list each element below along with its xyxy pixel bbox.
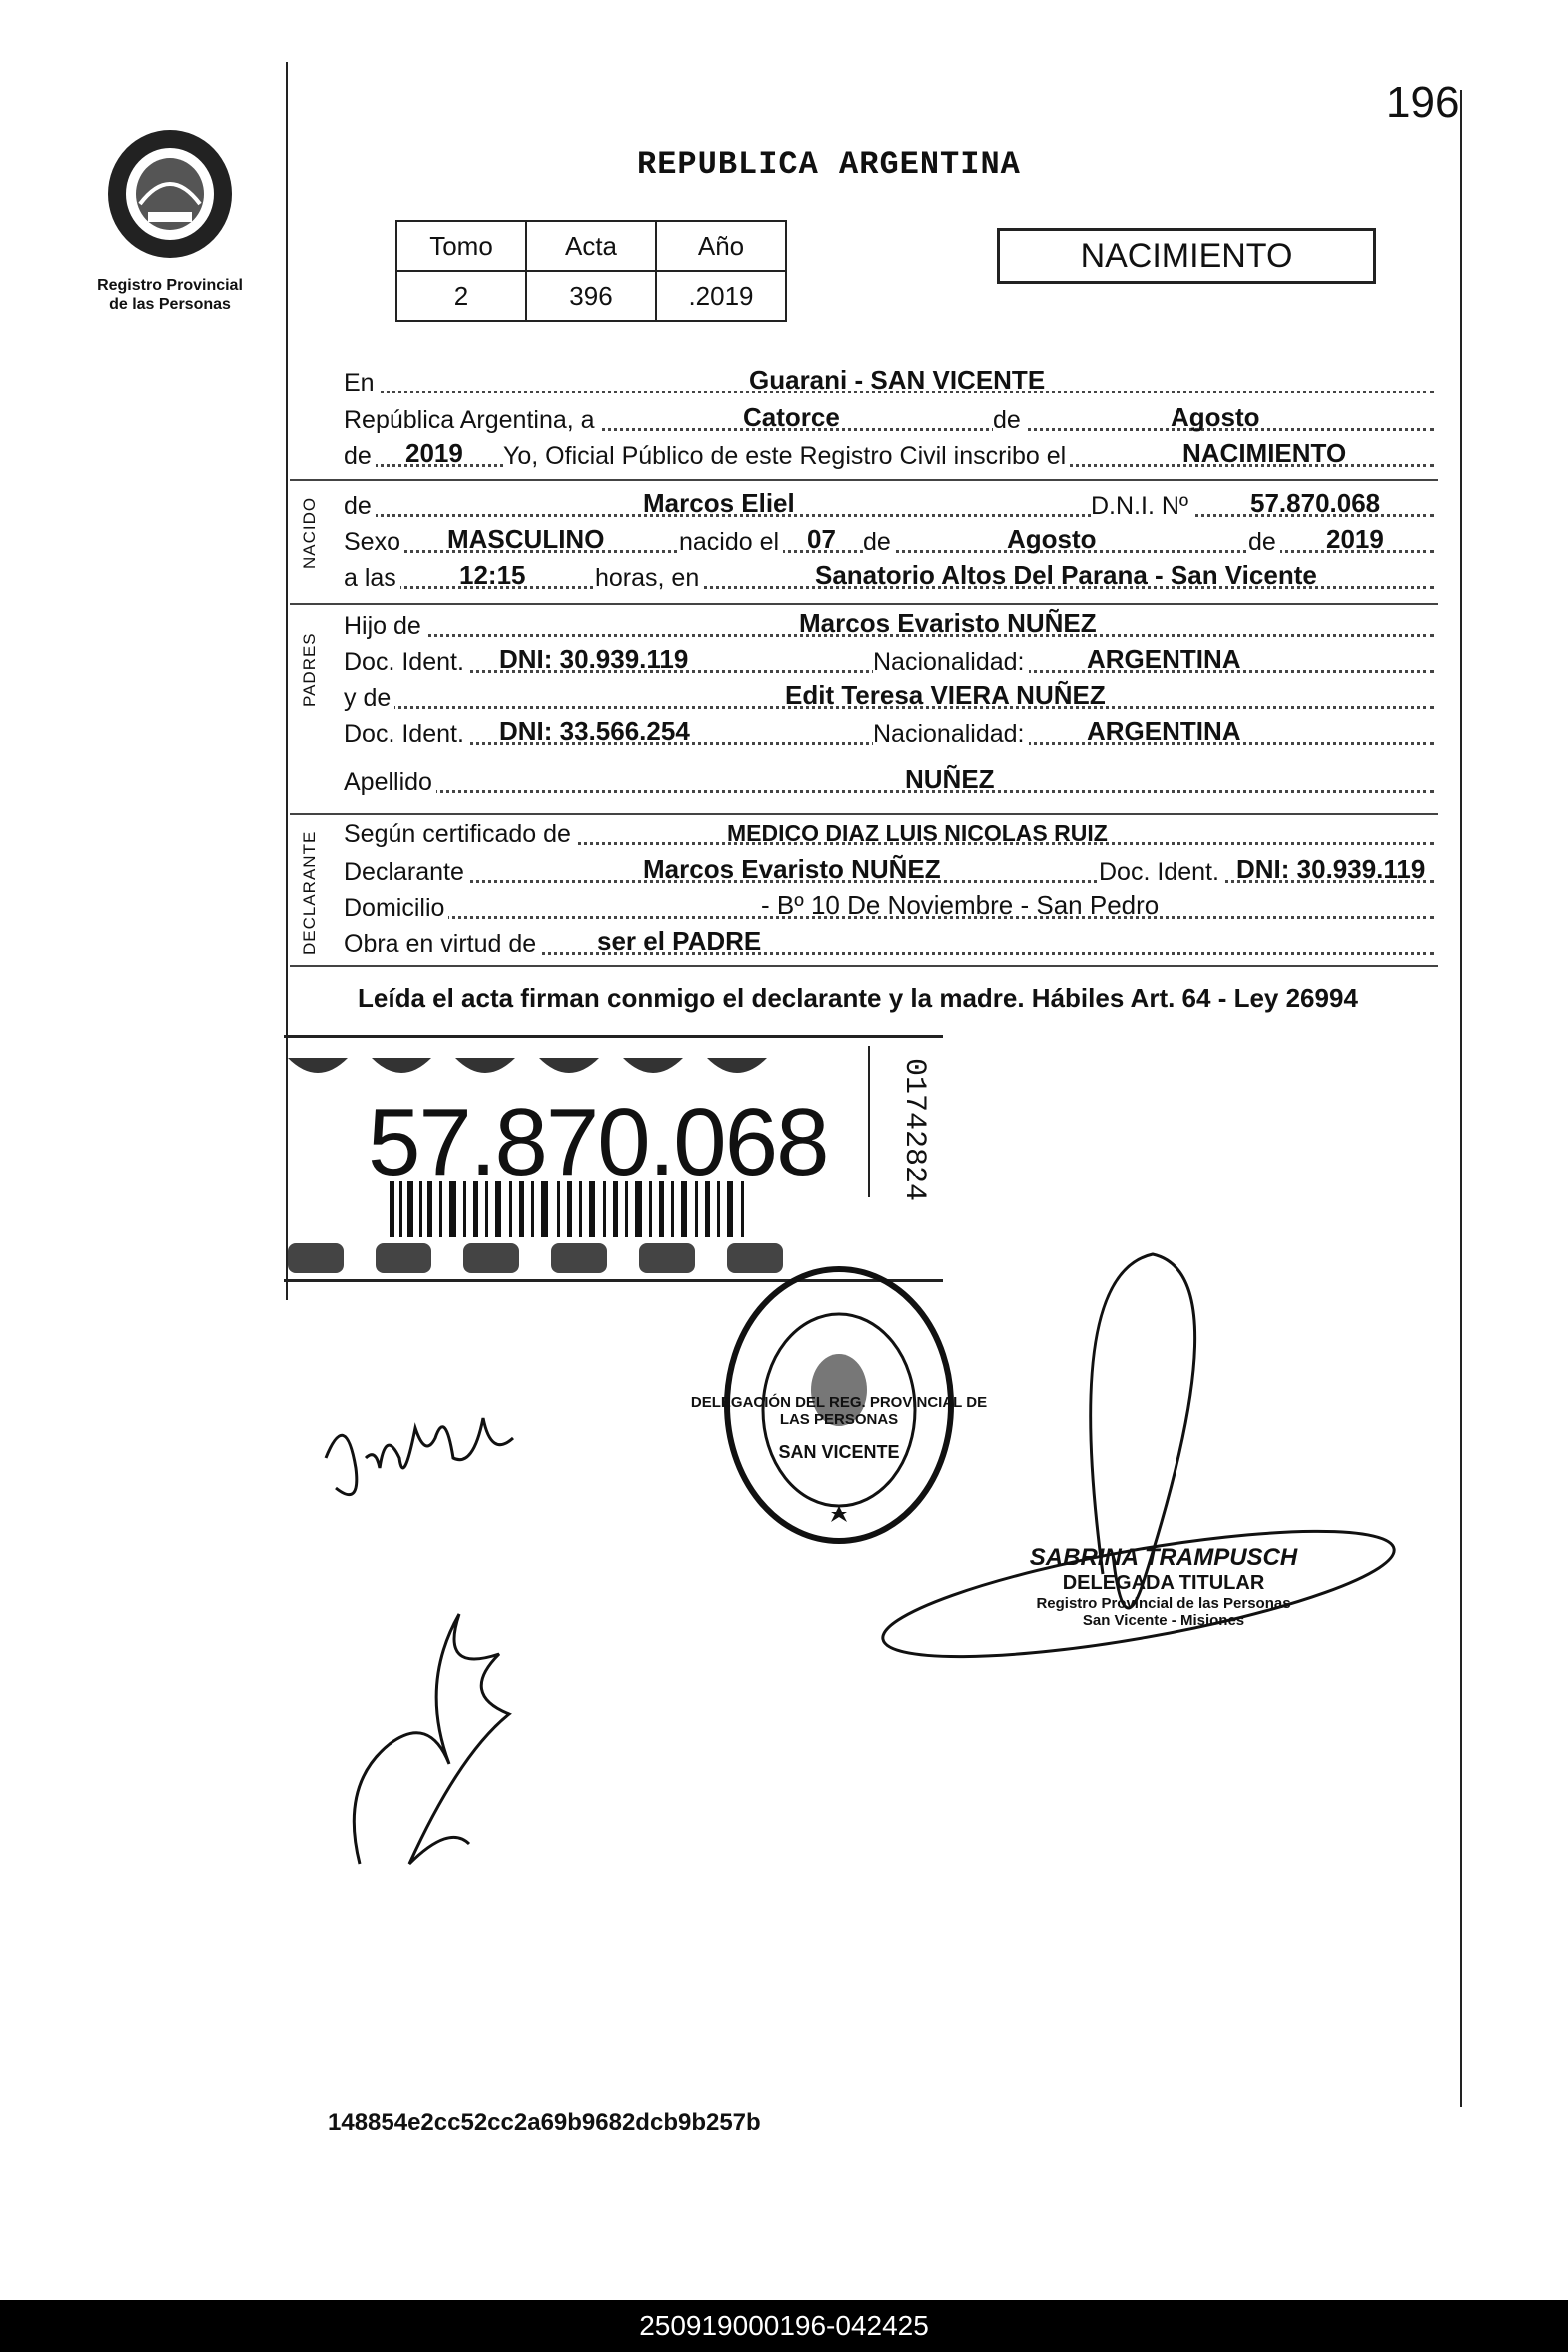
label-republica: República Argentina, a [344, 406, 599, 435]
closing-text: Leída el acta firman conmigo el declarante y la madre. Hábiles Art. 64 - Ley 26994 [358, 983, 1358, 1013]
section-declarante: DECLARANTE [300, 830, 319, 955]
official-org: Registro Provincial de las Personas [1036, 1595, 1291, 1612]
row-sexo [344, 525, 1434, 559]
value-sexo: MASCULINO [447, 524, 605, 554]
document-hash: 148854e2cc52cc2a69b9682dcb9b257b [328, 2109, 761, 2136]
value-padre-nac: ARGENTINA [1087, 644, 1241, 674]
value-lugar: Guarani - SAN VICENTE [749, 365, 1046, 394]
label-doc-ident: Doc. Ident. [344, 648, 468, 677]
row-nombre [344, 489, 1434, 523]
official-name: SABRINA TRAMPUSCH [1029, 1544, 1298, 1571]
value-madre-doc: DNI: 33.566.254 [499, 716, 690, 746]
official-place: San Vicente - Misiones [1082, 1612, 1245, 1629]
value-anio-nac: 2019 [1326, 524, 1384, 554]
row-domicilio [344, 891, 1434, 925]
value-madre-nac: ARGENTINA [1087, 716, 1241, 746]
acta-value: 396 [526, 271, 656, 321]
dni-sticker [284, 1035, 943, 1282]
anio-value: .2019 [656, 271, 786, 321]
separator-closing [290, 965, 1438, 967]
row-republica [344, 403, 1434, 437]
label-apellido: Apellido [344, 768, 436, 797]
value-domicilio: - Bº 10 De Noviembre - San Pedro [761, 890, 1160, 920]
row-obra [344, 927, 1434, 961]
label-obra: Obra en virtud de [344, 930, 540, 959]
label-a-las: a las [344, 564, 400, 593]
value-mes-nac: Agosto [1007, 524, 1097, 554]
official-title: DELEGADA TITULAR [1062, 1572, 1265, 1594]
signature-madre [330, 1574, 519, 1874]
value-nombre: Marcos Eliel [643, 488, 795, 518]
label-segun: Según certificado de [344, 820, 575, 849]
page-number: 196 [1386, 78, 1460, 127]
label-de-anio-nac: de [1248, 528, 1280, 557]
row-apellido [344, 765, 1434, 799]
label-declarante: Declarante [344, 858, 468, 887]
label-horas-en: horas, en [595, 564, 703, 593]
stamp-ring-text: DELEGACIÓN DEL REG. PROVINCIAL DE LAS PERSONAS [690, 1394, 988, 1428]
row-declarante [344, 855, 1434, 889]
label-sexo: Sexo [344, 528, 404, 557]
col-header-acta: Acta [526, 221, 656, 271]
row-segun [344, 817, 1434, 851]
signature-declarante [316, 1398, 535, 1508]
label-doc-ident-2: Doc. Ident. [344, 720, 468, 749]
right-margin-line [1460, 90, 1462, 2107]
label-en: En [344, 369, 379, 397]
label-de-anio: de [344, 442, 376, 471]
value-anio-registro: 2019 [405, 438, 463, 468]
value-lugar-nac: Sanatorio Altos Del Parana - San Vicente [815, 560, 1317, 590]
index-table [395, 220, 787, 322]
label-domicilio: Domicilio [344, 894, 448, 923]
value-acto: NACIMIENTO [1182, 438, 1347, 468]
row-en [344, 366, 1434, 399]
country-title: REPUBLICA ARGENTINA [637, 146, 1021, 183]
label-nacionalidad-2: Nacionalidad: [873, 720, 1029, 749]
value-padre: Marcos Evaristo NUÑEZ [799, 608, 1097, 638]
sticker-dni: 57.870.068 [368, 1089, 828, 1195]
value-madre: Edit Teresa VIERA NUÑEZ [785, 680, 1106, 710]
value-dia-nac: 07 [807, 524, 836, 554]
tomo-value: 2 [396, 271, 526, 321]
row-madre-doc [344, 717, 1434, 751]
label-de-nombre: de [344, 492, 376, 521]
stamp-center-text: SAN VICENTE [778, 1442, 900, 1462]
separator-declarante [290, 813, 1438, 815]
section-padres: PADRES [300, 632, 319, 707]
value-dni: 57.870.068 [1250, 488, 1381, 518]
record-type-box: NACIMIENTO [997, 228, 1376, 284]
label-dni: D.N.I. Nº [1091, 492, 1192, 521]
label-nacido-el: nacido el [679, 528, 783, 557]
row-padre-doc [344, 645, 1434, 679]
label-nacionalidad: Nacionalidad: [873, 648, 1029, 677]
label-de-mes: de [863, 528, 895, 557]
label-doc-ident-3: Doc. Ident. [1099, 858, 1223, 887]
value-apellido: NUÑEZ [905, 764, 995, 794]
col-header-anio: Año [656, 221, 786, 271]
province-seal [100, 124, 240, 264]
org-line-1: Registro Provincial [97, 277, 243, 294]
label-hijo-de: Hijo de [344, 612, 425, 641]
label-yo: Yo, Oficial Público de este Registro Civil inscribo el [503, 442, 1070, 471]
col-header-tomo: Tomo [396, 221, 526, 271]
row-hora [344, 561, 1434, 595]
value-padre-doc: DNI: 30.939.119 [499, 644, 689, 674]
value-declarante-doc: DNI: 30.939.119 [1236, 854, 1426, 884]
value-mes-registro: Agosto [1171, 402, 1260, 432]
org-line-2: de las Personas [109, 296, 231, 313]
row-anio-registro [344, 439, 1434, 473]
separator-padres [290, 603, 1438, 605]
official-block [999, 1544, 1328, 1629]
row-y-de [344, 681, 1434, 715]
row-hijo-de [344, 609, 1434, 643]
value-hora: 12:15 [459, 560, 526, 590]
value-certificado: MEDICO DIAZ LUIS NICOLAS RUIZ [727, 820, 1108, 846]
value-declarante: Marcos Evaristo NUÑEZ [643, 854, 941, 884]
value-dia-texto: Catorce [743, 402, 840, 432]
section-nacido: NACIDO [300, 496, 319, 569]
value-obra: ser el PADRE [597, 926, 762, 956]
label-y-de: y de [344, 684, 394, 713]
separator-nacido [290, 479, 1438, 481]
label-de: de [993, 406, 1025, 435]
footer-code: 250919000196-042425 [0, 2300, 1568, 2352]
sticker-serial: 01742824 [897, 1058, 931, 1202]
